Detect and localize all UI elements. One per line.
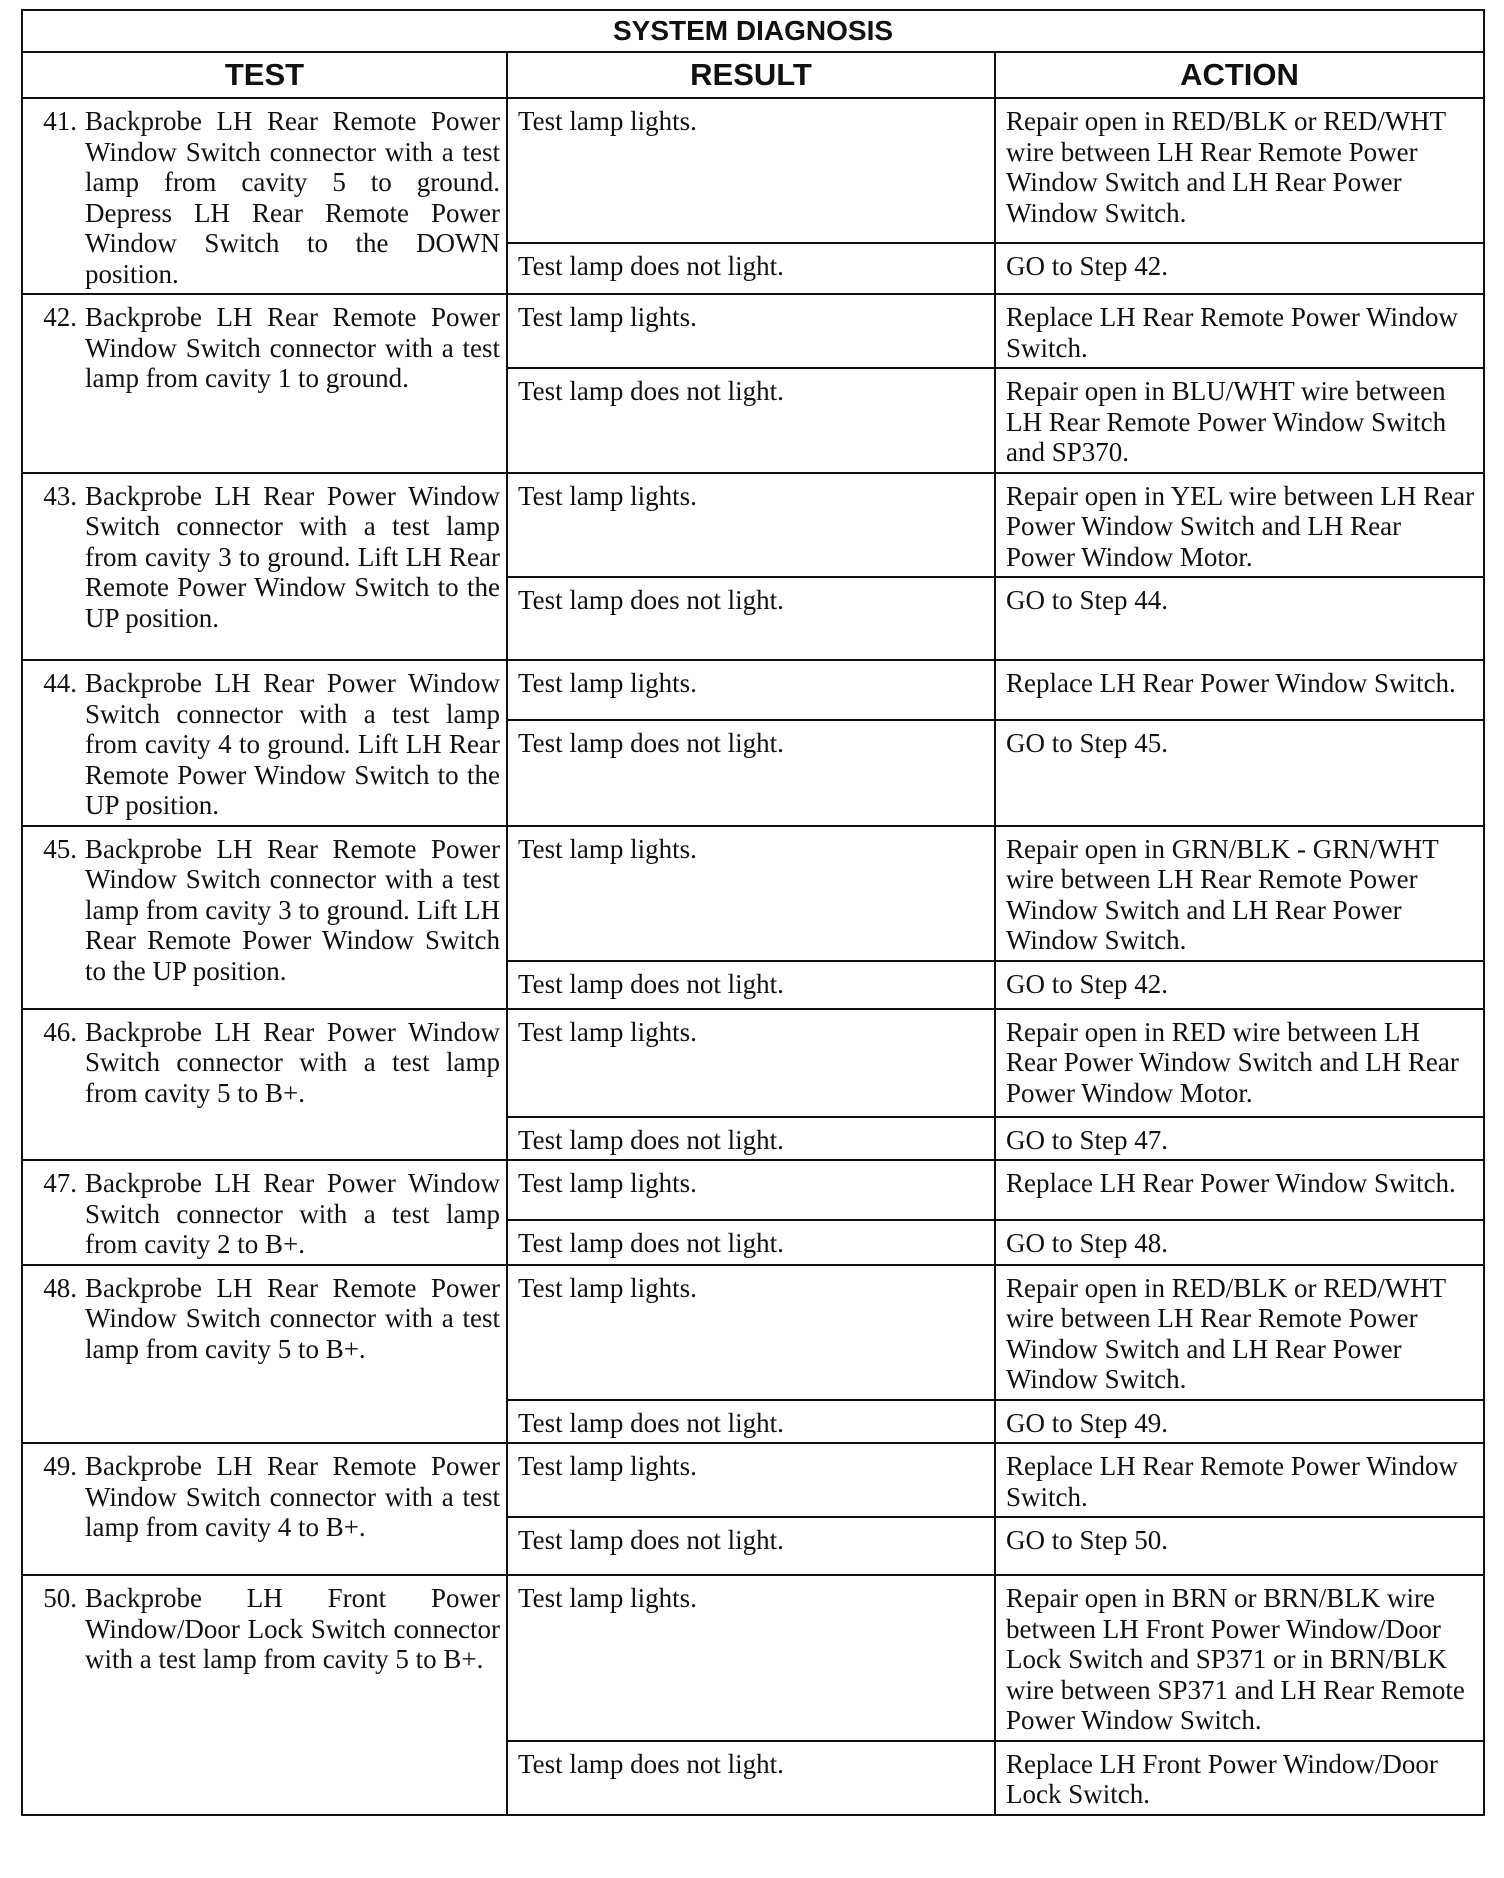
table-row xyxy=(22,826,1484,961)
action-lamp-no-light: GO to Step 42. xyxy=(995,243,1484,294)
step-number: 45. xyxy=(43,833,77,864)
table-row xyxy=(22,1009,1484,1117)
result-lamp-lights: Test lamp lights. xyxy=(507,98,995,243)
action-column-header: ACTION xyxy=(995,52,1484,98)
system-diagnosis-table xyxy=(21,9,1485,1816)
result-lamp-lights: Test lamp lights. xyxy=(507,1265,995,1400)
result-lamp-no-light: Test lamp does not light. xyxy=(507,577,995,660)
test-instruction: Backprobe LH Rear Remote Power Window Switch connector with a test lamp from cavity 5 to ground. Depress LH Rear Remote Power Window Switch to the DOWN position. xyxy=(85,106,500,289)
table-row xyxy=(22,1160,1484,1220)
result-lamp-lights: Test lamp lights. xyxy=(507,1443,995,1517)
action-lamp-lights: Replace LH Rear Remote Power Window Switch. xyxy=(995,1443,1484,1517)
action-lamp-lights: Repair open in RED/BLK or RED/WHT wire between LH Rear Remote Power Window Switch and LH Rear Power Window Switch. xyxy=(995,1265,1484,1400)
result-lamp-no-light: Test lamp does not light. xyxy=(507,1517,995,1575)
step-number: 50. xyxy=(43,1583,77,1613)
action-lamp-no-light: GO to Step 45. xyxy=(995,720,1484,826)
result-lamp-no-light: Test lamp does not light. xyxy=(507,1741,995,1815)
test-instruction: Backprobe LH Rear Remote Power Window Switch connector with a test lamp from cavity 4 to B+. xyxy=(85,1451,500,1542)
action-lamp-no-light: GO to Step 42. xyxy=(995,961,1484,1009)
table-row xyxy=(22,1575,1484,1741)
action-lamp-lights: Repair open in RED wire between LH Rear Power Window Switch and LH Rear Power Window Motor. xyxy=(995,1009,1484,1117)
step-number: 42. xyxy=(43,302,77,332)
action-lamp-no-light: GO to Step 49. xyxy=(995,1400,1484,1444)
result-lamp-no-light: Test lamp does not light. xyxy=(507,243,995,294)
test-step-cell xyxy=(22,1160,507,1265)
step-number: 43. xyxy=(43,480,77,511)
result-lamp-lights: Test lamp lights. xyxy=(507,473,995,578)
table-row xyxy=(22,1265,1484,1400)
table-row xyxy=(22,660,1484,720)
test-column-header: TEST xyxy=(22,52,507,98)
test-step-cell xyxy=(22,294,507,473)
table-row xyxy=(22,294,1484,368)
test-step-cell xyxy=(22,473,507,661)
step-number: 46. xyxy=(43,1016,77,1047)
result-column-header: RESULT xyxy=(507,52,995,98)
table-row xyxy=(22,1443,1484,1517)
result-lamp-no-light: Test lamp does not light. xyxy=(507,368,995,473)
step-number: 41. xyxy=(43,106,77,136)
result-lamp-lights: Test lamp lights. xyxy=(507,294,995,368)
header-row xyxy=(22,52,1484,98)
result-lamp-no-light: Test lamp does not light. xyxy=(507,1117,995,1161)
step-number: 47. xyxy=(43,1168,77,1198)
action-lamp-no-light: Replace LH Front Power Window/Door Lock Switch. xyxy=(995,1741,1484,1815)
result-lamp-lights: Test lamp lights. xyxy=(507,660,995,720)
action-lamp-lights: Replace LH Rear Remote Power Window Switch. xyxy=(995,294,1484,368)
test-step-cell xyxy=(22,660,507,826)
test-instruction: Backprobe LH Rear Power Window Switch connector with a test lamp from cavity 5 to B+. xyxy=(85,1016,500,1108)
result-lamp-no-light: Test lamp does not light. xyxy=(507,1400,995,1444)
result-lamp-lights: Test lamp lights. xyxy=(507,1160,995,1220)
action-lamp-no-light: GO to Step 47. xyxy=(995,1117,1484,1161)
test-instruction: Backprobe LH Front Power Window/Door Lock Switch connector with a test lamp from cavity 5 to B+. xyxy=(85,1583,500,1674)
action-lamp-no-light: GO to Step 44. xyxy=(995,577,1484,660)
result-lamp-lights: Test lamp lights. xyxy=(507,1009,995,1117)
step-number: 48. xyxy=(43,1272,77,1303)
action-lamp-lights: Replace LH Rear Power Window Switch. xyxy=(995,660,1484,720)
test-instruction: Backprobe LH Rear Power Window Switch connector with a test lamp from cavity 4 to ground. Lift LH Rear Remote Power Window Switch to the UP position. xyxy=(85,668,500,820)
action-lamp-lights: Repair open in GRN/BLK - GRN/WHT wire between LH Rear Remote Power Window Switch and LH Rear Power Window Switch. xyxy=(995,826,1484,961)
action-lamp-no-light: GO to Step 48. xyxy=(995,1220,1484,1265)
table-row xyxy=(22,98,1484,243)
result-lamp-lights: Test lamp lights. xyxy=(507,826,995,961)
result-lamp-lights: Test lamp lights. xyxy=(507,1575,995,1741)
step-number: 44. xyxy=(43,668,77,698)
test-step-cell xyxy=(22,1443,507,1575)
test-step-cell xyxy=(22,826,507,1009)
title-row xyxy=(22,10,1484,52)
test-instruction: Backprobe LH Rear Remote Power Window Switch connector with a test lamp from cavity 1 to ground. xyxy=(85,302,500,393)
table-title: SYSTEM DIAGNOSIS xyxy=(22,10,1484,52)
action-lamp-no-light: Repair open in BLU/WHT wire between LH Rear Remote Power Window Switch and SP370. xyxy=(995,368,1484,473)
action-lamp-lights: Repair open in RED/BLK or RED/WHT wire between LH Rear Remote Power Window Switch and LH Rear Power Window Switch. xyxy=(995,98,1484,243)
test-instruction: Backprobe LH Rear Remote Power Window Switch connector with a test lamp from cavity 3 to ground. Lift LH Rear Remote Power Window Switch to the UP position. xyxy=(85,833,500,986)
action-lamp-lights: Repair open in BRN or BRN/BLK wire between LH Front Power Window/Door Lock Switch and SP371 or in BRN/BLK wire between SP371 and LH Rear Remote Power Window Switch. xyxy=(995,1575,1484,1741)
test-step-cell xyxy=(22,1009,507,1161)
test-instruction: Backprobe LH Rear Remote Power Window Switch connector with a test lamp from cavity 5 to B+. xyxy=(85,1272,500,1364)
test-step-cell xyxy=(22,1575,507,1815)
test-step-cell xyxy=(22,1265,507,1444)
result-lamp-no-light: Test lamp does not light. xyxy=(507,720,995,826)
test-instruction: Backprobe LH Rear Power Window Switch connector with a test lamp from cavity 3 to ground. Lift LH Rear Remote Power Window Switch to the UP position. xyxy=(85,480,500,633)
action-lamp-no-light: GO to Step 50. xyxy=(995,1517,1484,1575)
test-instruction: Backprobe LH Rear Power Window Switch connector with a test lamp from cavity 2 to B+. xyxy=(85,1168,500,1259)
action-lamp-lights: Repair open in YEL wire between LH Rear Power Window Switch and LH Rear Power Window Motor. xyxy=(995,473,1484,578)
result-lamp-no-light: Test lamp does not light. xyxy=(507,1220,995,1265)
table-row xyxy=(22,473,1484,578)
test-step-cell xyxy=(22,98,507,294)
diagnosis-rows xyxy=(22,98,1484,1815)
action-lamp-lights: Replace LH Rear Power Window Switch. xyxy=(995,1160,1484,1220)
step-number: 49. xyxy=(43,1451,77,1481)
result-lamp-no-light: Test lamp does not light. xyxy=(507,961,995,1009)
